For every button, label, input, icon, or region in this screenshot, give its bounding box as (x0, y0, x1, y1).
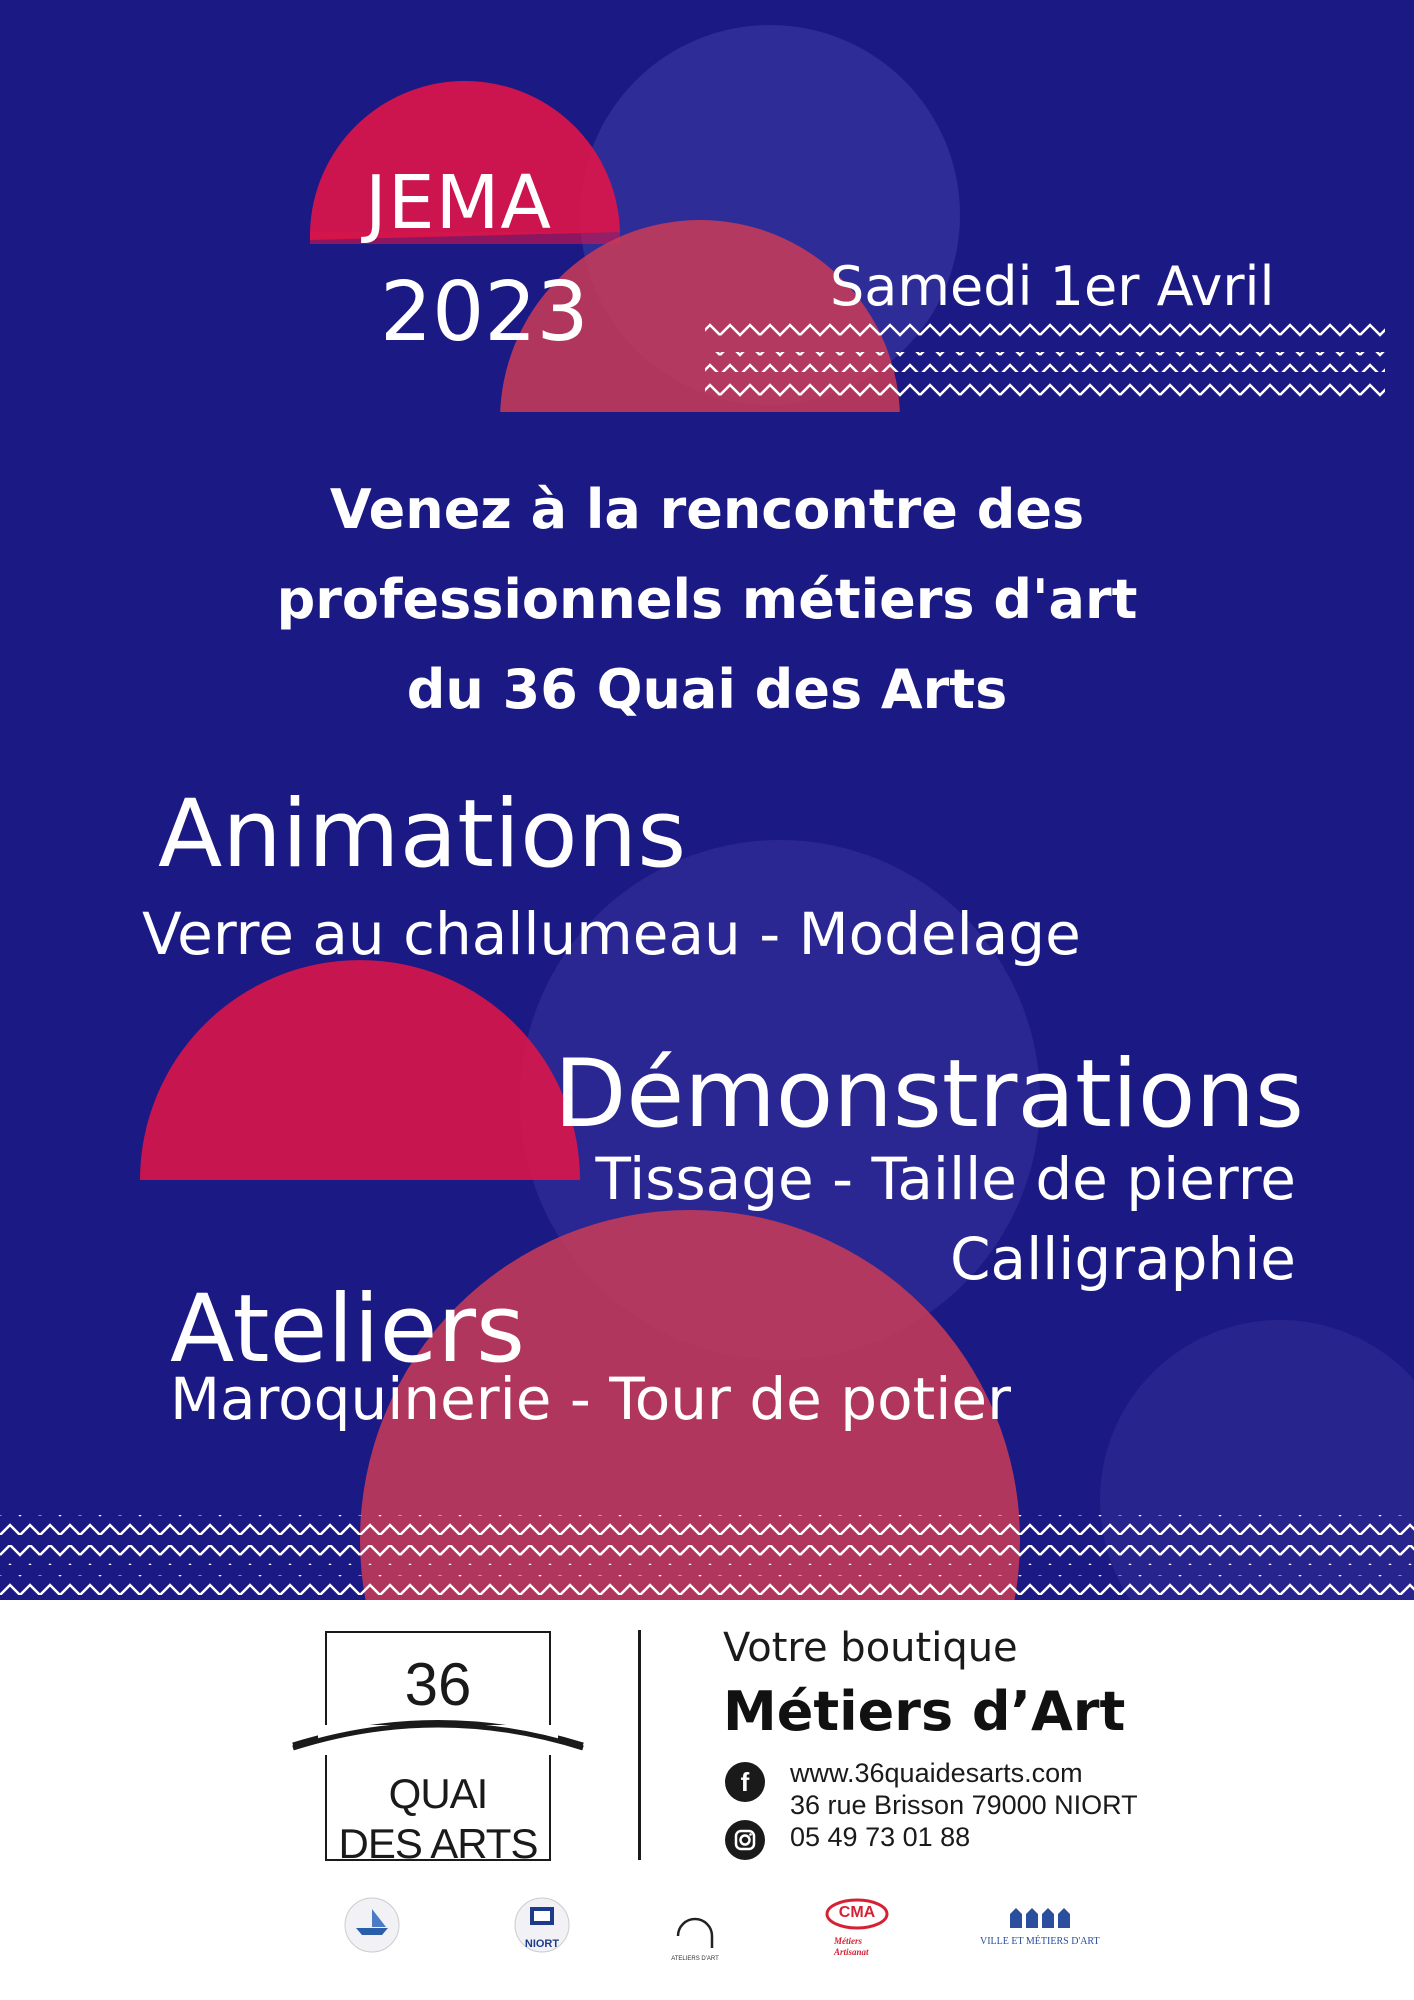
intro-line-3: du 36 Quai des Arts (406, 658, 1008, 721)
zigzag-bottom (0, 1515, 1414, 1535)
partner-logo-ateliers (670, 1900, 720, 1950)
intro-line-1: Venez à la rencontre des (329, 478, 1085, 541)
zigzag-bottom-3 (0, 1575, 1414, 1595)
website-link[interactable]: www.36quaidesarts.com (790, 1758, 1083, 1788)
zigzag-top-2 (705, 352, 1385, 372)
phone-text: 05 49 73 01 88 (790, 1822, 971, 1852)
partner-logo-boat (342, 1895, 402, 1955)
animations-detail: Verre au challumeau - Modelage (142, 900, 1081, 968)
footer-divider (638, 1630, 641, 1860)
logo-line-2: DES ARTS (338, 1820, 538, 1867)
partner-cma-label-2: Métiers (834, 1936, 862, 1946)
demonstrations-detail-1: Tissage - Taille de pierre (595, 1145, 1296, 1213)
footer-brand: Métiers d’Art (723, 1680, 1126, 1743)
ateliers-heading: Ateliers (170, 1275, 526, 1384)
footer-tagline: Votre boutique (723, 1625, 1018, 1671)
event-year: 2023 (380, 265, 589, 360)
quai-des-arts-logo (288, 1630, 588, 1870)
instagram-icon[interactable] (725, 1820, 765, 1860)
partner-ateliers-label: ATELIERS D'ART (671, 1956, 719, 1962)
partner-logo-ville (1008, 1906, 1072, 1930)
partner-niort-label: NIORT (524, 1938, 560, 1950)
footer (0, 1600, 1414, 2000)
event-date: Samedi 1er Avril (830, 255, 1275, 318)
partner-ville-label: VILLE ET MÉTIERS D'ART (980, 1936, 1100, 1947)
demonstrations-heading: Démonstrations (554, 1040, 1304, 1149)
zigzag-top-3 (705, 382, 1385, 402)
zigzag-bottom-2 (0, 1545, 1414, 1565)
instagram-glyph (725, 1820, 765, 1860)
logo-number: 36 (404, 1651, 472, 1718)
event-title: JEMA (365, 160, 553, 246)
demonstrations-detail-2: Calligraphie (950, 1225, 1296, 1293)
address-text: 36 rue Brisson 79000 NIORT (790, 1790, 1138, 1820)
facebook-icon[interactable]: f (725, 1762, 765, 1802)
ateliers-detail: Maroquinerie - Tour de potier (170, 1365, 1011, 1433)
animations-heading: Animations (158, 780, 687, 889)
logo-line-1: QUAI (388, 1770, 488, 1817)
zigzag-top (705, 322, 1385, 342)
intro-line-2: professionnels métiers d'art (276, 568, 1138, 631)
partner-cma-label: CMA (838, 1904, 876, 1921)
intro-text (0, 465, 1414, 735)
partner-cma-label-3: Artisanat (834, 1947, 869, 1957)
